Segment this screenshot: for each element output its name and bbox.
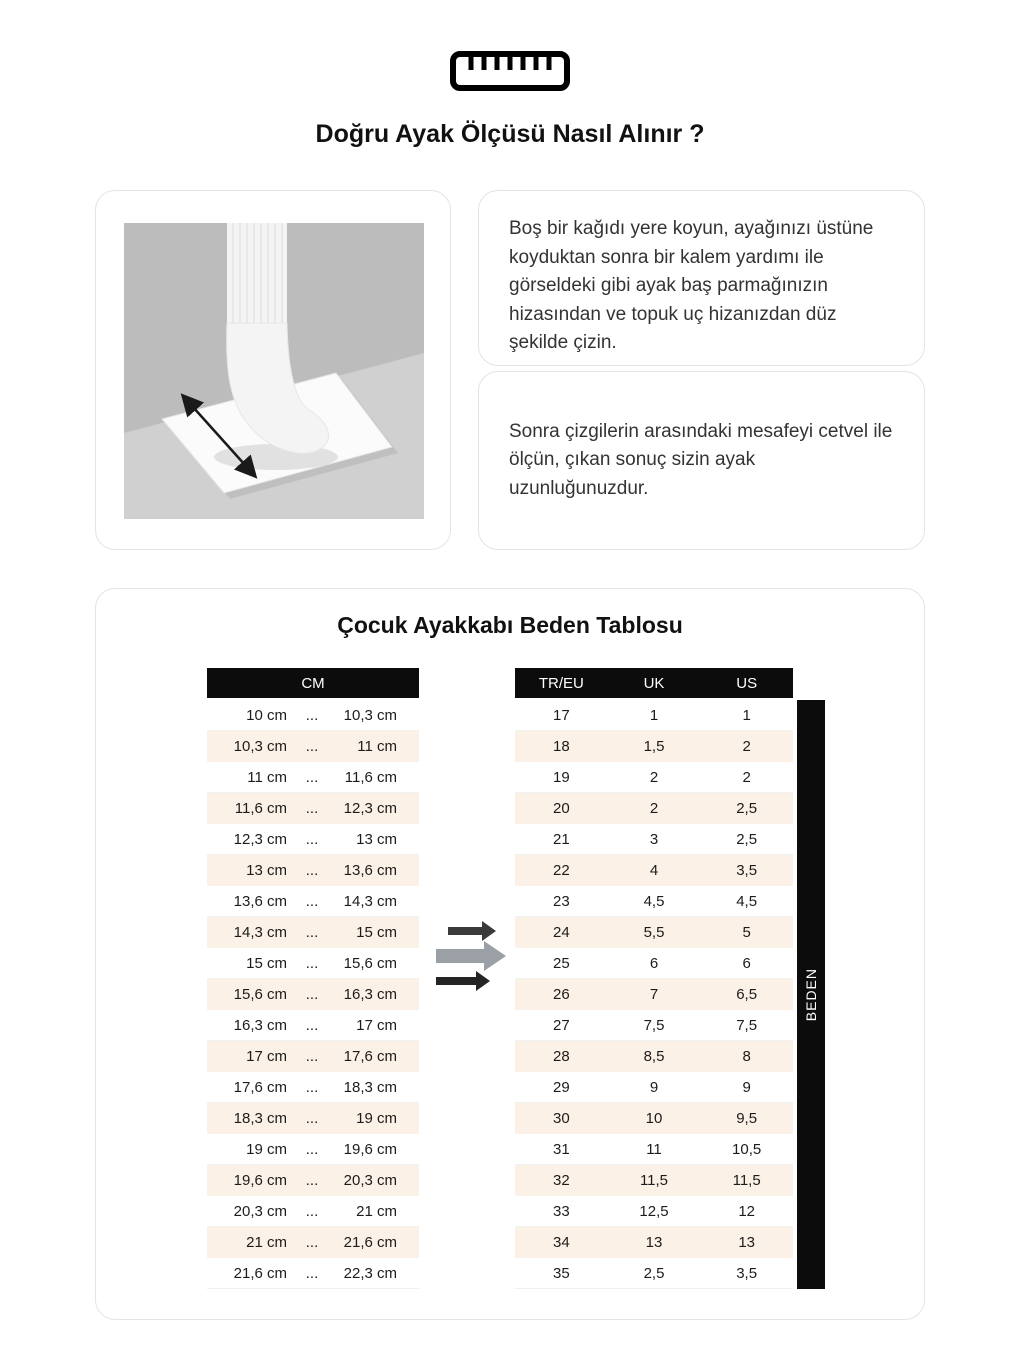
cm-table-row bbox=[207, 762, 419, 793]
size-table-row bbox=[515, 1227, 793, 1258]
size-table-row bbox=[515, 1165, 793, 1196]
cm-to-cell: 13,6 cm bbox=[343, 862, 397, 879]
size-cell-tr-eu: 23 bbox=[552, 893, 570, 910]
cm-to-cell: 15 cm bbox=[356, 924, 397, 941]
size-cell-uk: 10 bbox=[645, 1110, 663, 1127]
cm-to-cell: 17,6 cm bbox=[343, 1048, 397, 1065]
size-cell-tr-eu: 19 bbox=[552, 769, 570, 786]
size-cell-tr-eu: 29 bbox=[552, 1079, 570, 1096]
size-cell-us: 2 bbox=[742, 738, 751, 755]
size-cell-uk: 6 bbox=[649, 955, 659, 972]
size-cell-uk: 5,5 bbox=[643, 924, 665, 941]
cm-from-cell: 10 cm bbox=[246, 707, 287, 724]
size-cell-us: 2,5 bbox=[736, 831, 758, 848]
header-tr-eu: TR/EU bbox=[538, 674, 584, 692]
cm-to-cell: 20,3 cm bbox=[343, 1172, 397, 1189]
cm-table-row bbox=[207, 1103, 419, 1134]
size-cell-us: 2 bbox=[742, 769, 751, 786]
cm-to-cell: 14,3 cm bbox=[343, 893, 397, 910]
foot-measurement-illustration bbox=[124, 223, 424, 519]
cm-separator: ... bbox=[305, 1048, 319, 1065]
cm-table-row bbox=[207, 1165, 419, 1196]
cm-separator: ... bbox=[305, 707, 319, 724]
cm-table-row bbox=[207, 731, 419, 762]
transfer-arrows-icon bbox=[436, 918, 508, 994]
cm-separator: ... bbox=[305, 1234, 319, 1251]
size-cell-tr-eu: 18 bbox=[552, 738, 570, 755]
cm-to-cell: 16,3 cm bbox=[343, 986, 397, 1003]
size-table-title: Çocuk Ayakkabı Beden Tablosu bbox=[337, 612, 683, 638]
cm-table-row bbox=[207, 1227, 419, 1258]
intl-size-table bbox=[515, 668, 793, 1289]
cm-separator: ... bbox=[305, 800, 319, 817]
cm-separator: ... bbox=[305, 1265, 319, 1282]
cm-table-row bbox=[207, 1258, 419, 1289]
cm-from-cell: 16,3 cm bbox=[233, 1017, 287, 1034]
cm-table-row bbox=[207, 1134, 419, 1165]
cm-from-cell: 19 cm bbox=[246, 1141, 287, 1158]
size-table-row bbox=[515, 700, 793, 731]
size-table-row bbox=[515, 1258, 793, 1289]
cm-separator: ... bbox=[305, 1141, 319, 1158]
cm-separator: ... bbox=[305, 1203, 319, 1220]
cm-from-cell: 18,3 cm bbox=[233, 1110, 287, 1127]
cm-separator: ... bbox=[305, 1110, 319, 1127]
cm-from-cell: 13 cm bbox=[246, 862, 287, 879]
size-cell-us: 11,5 bbox=[732, 1172, 761, 1189]
size-cell-tr-eu: 21 bbox=[552, 831, 570, 848]
foot-photo-card bbox=[95, 190, 451, 550]
size-table-row bbox=[515, 979, 793, 1010]
size-cell-uk: 4,5 bbox=[643, 893, 665, 910]
cm-to-cell: 11,6 cm bbox=[344, 769, 397, 786]
cm-table-row bbox=[207, 917, 419, 948]
cm-separator: ... bbox=[305, 986, 319, 1003]
cm-to-cell: 22,3 cm bbox=[343, 1265, 397, 1282]
cm-separator: ... bbox=[305, 1017, 319, 1034]
size-table-row bbox=[515, 1196, 793, 1227]
instruction-text-2: Sonra çizgilerin arasındaki mesafeyi cetvel ile ölçün, çıkan sonuç sizin ayak uzunluğunuzdur. bbox=[509, 420, 893, 499]
instruction-card-1 bbox=[478, 190, 925, 366]
cm-to-cell: 17 cm bbox=[356, 1017, 397, 1034]
cm-table-row bbox=[207, 886, 419, 917]
cm-table-row bbox=[207, 855, 419, 886]
intl-size-table-body bbox=[515, 700, 793, 1289]
size-cell-uk: 2 bbox=[649, 769, 659, 786]
size-cell-us: 8 bbox=[742, 1048, 751, 1065]
cm-from-cell: 19,6 cm bbox=[233, 1172, 287, 1189]
size-cell-us: 5 bbox=[742, 924, 751, 941]
cm-from-cell: 20,3 cm bbox=[233, 1203, 287, 1220]
size-cell-tr-eu: 31 bbox=[552, 1141, 570, 1158]
cm-from-cell: 17,6 cm bbox=[233, 1079, 287, 1096]
size-cell-tr-eu: 26 bbox=[552, 986, 570, 1003]
size-cell-tr-eu: 17 bbox=[552, 707, 570, 724]
size-table-row bbox=[515, 917, 793, 948]
size-cell-tr-eu: 32 bbox=[552, 1172, 570, 1189]
cm-table bbox=[207, 668, 419, 1289]
cm-table-row bbox=[207, 1196, 419, 1227]
size-cell-us: 10,5 bbox=[732, 1141, 762, 1158]
cm-from-cell: 10,3 cm bbox=[233, 738, 287, 755]
size-cell-tr-eu: 30 bbox=[552, 1110, 570, 1127]
cm-to-cell: 18,3 cm bbox=[343, 1079, 397, 1096]
cm-table-row bbox=[207, 1041, 419, 1072]
cm-separator: ... bbox=[305, 1079, 319, 1096]
size-cell-us: 3,5 bbox=[736, 1265, 758, 1282]
size-cell-uk: 7 bbox=[649, 986, 659, 1003]
cm-to-cell: 21,6 cm bbox=[343, 1234, 397, 1251]
size-cell-tr-eu: 27 bbox=[552, 1017, 570, 1034]
cm-table-row bbox=[207, 1072, 419, 1103]
size-cell-tr-eu: 20 bbox=[552, 800, 570, 817]
size-cell-uk: 12,5 bbox=[639, 1203, 669, 1220]
cm-from-cell: 21,6 cm bbox=[233, 1265, 287, 1282]
cm-to-cell: 13 cm bbox=[356, 831, 397, 848]
size-cell-us: 4,5 bbox=[736, 893, 758, 910]
size-cell-tr-eu: 33 bbox=[552, 1203, 570, 1220]
cm-from-cell: 15,6 cm bbox=[233, 986, 287, 1003]
size-table-row bbox=[515, 886, 793, 917]
cm-separator: ... bbox=[305, 862, 319, 879]
cm-from-cell: 15 cm bbox=[246, 955, 287, 972]
page-title: Doğru Ayak Ölçüsü Nasıl Alınır ? bbox=[315, 120, 705, 148]
header-uk: UK bbox=[643, 674, 665, 692]
size-cell-us: 12 bbox=[738, 1203, 755, 1220]
size-cell-uk: 11,5 bbox=[639, 1172, 669, 1189]
size-cell-us: 6,5 bbox=[736, 986, 758, 1003]
instruction-text-1: Boş bir kağıdı yere koyun, ayağınızı üstüne koyduktan sonra bir kalem yardımı ile görseldeki gibi ayak baş parmağınızın hizasından ve topuk uç hizanızdan düz şekilde çizin. bbox=[509, 218, 874, 353]
cm-table-row bbox=[207, 948, 419, 979]
cm-separator: ... bbox=[305, 831, 319, 848]
cm-from-cell: 14,3 cm bbox=[233, 924, 287, 941]
cm-table-header: CM bbox=[207, 668, 419, 698]
size-cell-us: 9,5 bbox=[736, 1110, 758, 1127]
size-table-row bbox=[515, 1134, 793, 1165]
size-cell-tr-eu: 25 bbox=[552, 955, 570, 972]
size-cell-uk: 2,5 bbox=[643, 1265, 665, 1282]
cm-to-cell: 19,6 cm bbox=[343, 1141, 397, 1158]
size-cell-tr-eu: 22 bbox=[552, 862, 570, 879]
size-table-row bbox=[515, 948, 793, 979]
cm-to-cell: 19 cm bbox=[356, 1110, 397, 1127]
size-cell-us: 2,5 bbox=[736, 800, 758, 817]
cm-table-row bbox=[207, 1010, 419, 1041]
header-us: US bbox=[736, 674, 758, 692]
cm-separator: ... bbox=[305, 1172, 319, 1189]
cm-to-cell: 15,6 cm bbox=[343, 955, 397, 972]
size-cell-uk: 8,5 bbox=[643, 1048, 665, 1065]
size-table-row bbox=[515, 793, 793, 824]
cm-table-row bbox=[207, 979, 419, 1010]
size-cell-uk: 1,5 bbox=[643, 738, 665, 755]
size-table-row bbox=[515, 731, 793, 762]
ruler-icon bbox=[449, 50, 571, 92]
intl-size-table-header bbox=[515, 668, 793, 698]
size-cell-uk: 9 bbox=[649, 1079, 659, 1096]
cm-table-body bbox=[207, 700, 419, 1289]
size-cell-uk: 13 bbox=[645, 1234, 663, 1251]
size-cell-tr-eu: 28 bbox=[552, 1048, 570, 1065]
beden-bar bbox=[797, 700, 825, 1289]
cm-from-cell: 13,6 cm bbox=[233, 893, 287, 910]
instruction-card-2 bbox=[478, 371, 925, 550]
size-table-row bbox=[515, 855, 793, 886]
cm-to-cell: 12,3 cm bbox=[343, 800, 397, 817]
cm-separator: ... bbox=[305, 738, 319, 755]
cm-separator: ... bbox=[305, 893, 319, 910]
cm-table-row bbox=[207, 824, 419, 855]
size-cell-us: 13 bbox=[738, 1234, 755, 1251]
size-cell-uk: 2 bbox=[649, 800, 659, 817]
cm-from-cell: 11,6 cm bbox=[234, 800, 287, 817]
size-cell-uk: 7,5 bbox=[643, 1017, 665, 1034]
cm-separator: ... bbox=[305, 955, 319, 972]
cm-to-cell: 11 cm bbox=[357, 738, 397, 755]
size-table-row bbox=[515, 1010, 793, 1041]
size-table-row bbox=[515, 1103, 793, 1134]
size-cell-us: 9 bbox=[742, 1079, 751, 1096]
cm-from-cell: 12,3 cm bbox=[233, 831, 287, 848]
size-cell-uk: 1 bbox=[649, 707, 659, 724]
cm-table-row bbox=[207, 700, 419, 731]
size-cell-uk: 3 bbox=[649, 831, 659, 848]
size-cell-tr-eu: 24 bbox=[552, 924, 570, 941]
size-cell-us: 1 bbox=[742, 707, 751, 724]
cm-from-cell: 21 cm bbox=[246, 1234, 287, 1251]
size-cell-tr-eu: 34 bbox=[552, 1234, 570, 1251]
size-cell-us: 3,5 bbox=[736, 862, 758, 879]
cm-table-row bbox=[207, 793, 419, 824]
cm-to-cell: 21 cm bbox=[356, 1203, 397, 1220]
size-cell-tr-eu: 35 bbox=[552, 1265, 570, 1282]
size-table-row bbox=[515, 1041, 793, 1072]
size-cell-us: 7,5 bbox=[736, 1017, 758, 1034]
size-cell-uk: 11 bbox=[646, 1141, 662, 1158]
size-cell-us: 6 bbox=[742, 955, 751, 972]
beden-label: BEDEN bbox=[803, 967, 819, 1022]
cm-separator: ... bbox=[305, 924, 319, 941]
size-table-row bbox=[515, 1072, 793, 1103]
size-table-row bbox=[515, 762, 793, 793]
cm-from-cell: 11 cm bbox=[247, 769, 287, 786]
size-cell-uk: 4 bbox=[649, 862, 659, 879]
size-table-row bbox=[515, 824, 793, 855]
cm-to-cell: 10,3 cm bbox=[343, 707, 397, 724]
cm-from-cell: 17 cm bbox=[246, 1048, 287, 1065]
cm-separator: ... bbox=[305, 769, 319, 786]
